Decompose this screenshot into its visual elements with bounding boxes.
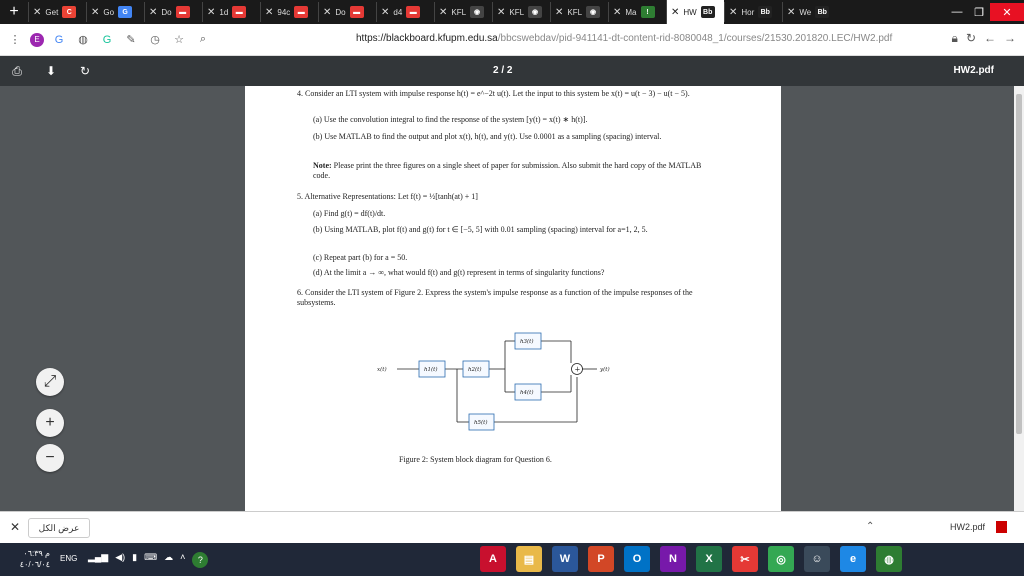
tab-favicon-icon: Bb [758, 6, 772, 18]
diagram-input: x(t) [377, 367, 387, 373]
tab-favicon-icon: ▬ [406, 6, 420, 18]
h2-label: h2(t) [468, 367, 482, 373]
browser-tab[interactable] [144, 2, 202, 22]
pdf-filename: HW2.pdf [953, 65, 994, 76]
ie-app-icon[interactable]: e [840, 546, 866, 572]
tab-favicon-icon: ! [641, 6, 655, 18]
tab-label: Do [335, 7, 346, 17]
download-options-icon[interactable]: ⌃ [866, 521, 875, 532]
battery-icon[interactable]: ▮ [132, 552, 138, 562]
acrobat-app-icon[interactable]: A [480, 546, 506, 572]
window-controls [946, 0, 1024, 24]
rotate-icon[interactable]: ↻ [79, 64, 91, 78]
show-hidden-icons[interactable]: ˄ [180, 552, 186, 562]
browser-tab[interactable] [724, 2, 782, 22]
tab-close-icon[interactable]: ✕ [613, 6, 622, 18]
zoom-out-icon[interactable]: − [36, 444, 64, 472]
tab-close-icon[interactable]: ✕ [729, 6, 738, 18]
tab-close-icon[interactable]: ✕ [787, 6, 796, 18]
browser-tab[interactable] [666, 0, 724, 24]
browser-tab[interactable] [260, 2, 318, 22]
onenote-app-icon[interactable]: N [660, 546, 686, 572]
browser-tab[interactable] [202, 2, 260, 22]
question-5b: (b) Using MATLAB, plot f(t) and g(t) for t ∈ [−5, 5] with 0.01 sampling (spacing) interval for a=1, 2, 5. [313, 225, 648, 234]
browser-tab[interactable] [318, 2, 376, 22]
network-icon[interactable]: ▂▄▆ [88, 552, 109, 562]
close-download-bar-icon[interactable]: ✕ [10, 520, 21, 534]
address-bar [0, 24, 1024, 56]
browser-tab[interactable] [434, 2, 492, 22]
download-icon[interactable]: ⬇ [45, 64, 57, 78]
grammarly-icon[interactable]: G [102, 33, 112, 46]
tab-label: Do [161, 7, 172, 17]
browser-tab[interactable] [492, 2, 550, 22]
tab-close-icon[interactable]: ✕ [265, 6, 274, 18]
show-all-button[interactable]: عرض الكل [28, 518, 90, 538]
pen-icon[interactable]: ✎ [126, 34, 136, 46]
viewer-scrollbar[interactable] [1014, 86, 1024, 511]
tab-favicon-icon: ▬ [176, 6, 190, 18]
zoom-in-icon[interactable]: + [36, 409, 64, 437]
tab-close-icon[interactable]: ✕ [91, 6, 100, 18]
tab-strip [0, 0, 1024, 24]
word-app-icon[interactable]: W [552, 546, 578, 572]
h1-label: h1(t) [424, 367, 438, 373]
tab-close-icon[interactable]: ✕ [671, 6, 680, 18]
search-icon[interactable]: ⌕ [199, 33, 207, 45]
figure-caption: Figure 2: System block diagram for Question 6. [399, 455, 552, 464]
tab-close-icon[interactable]: ✕ [149, 6, 158, 18]
taskbar [0, 543, 1024, 576]
url-path: /bbcswebdav/pid-941141-dt-content-rid-8080048_1/courses/21530.201820.LEC/HW2.pdf [497, 33, 893, 44]
question-4a: (a) Use the convolution integral to find the response of the system [y(t) = x(t) ∗ h(t)]. [313, 115, 588, 124]
tab-label: KFL [509, 7, 525, 17]
tab-label: KFL [451, 7, 467, 17]
question-6: 6. Consider the LTI system of Figure 2. Express the system's impulse response as a function of the impulse responses of the subsystems. [297, 288, 693, 307]
pdf-page [245, 86, 781, 511]
forward-icon[interactable]: → [1004, 31, 1016, 45]
keyboard-icon[interactable]: ⌨ [144, 552, 158, 562]
cloud-icon[interactable]: ☁ [164, 552, 174, 562]
tab-close-icon[interactable]: ✕ [323, 6, 332, 18]
translate-icon[interactable]: G [54, 33, 64, 46]
clock-time: م ٠٦:٣٩ [23, 549, 50, 558]
browser-tab[interactable] [376, 2, 434, 22]
tab-close-icon[interactable]: ✕ [439, 6, 448, 18]
tab-favicon-icon: ▬ [294, 6, 308, 18]
reload-icon[interactable]: ↻ [965, 31, 976, 45]
tab-favicon-icon: ◉ [586, 6, 600, 18]
question-4: 4. Consider an LTI system with impulse response h(t) = e^−2t u(t). Let the input to this system be x(t) = u(t − 3) − u(t − 5). [297, 89, 690, 98]
block-diagram [245, 86, 781, 511]
snip-app-icon[interactable]: ✂ [732, 546, 758, 572]
tab-close-icon[interactable]: ✕ [555, 6, 564, 18]
help-icon[interactable]: ? [192, 552, 208, 568]
powerpoint-app-icon[interactable]: P [588, 546, 614, 572]
url-field[interactable] [356, 33, 892, 44]
browser-tab[interactable] [782, 2, 840, 22]
system-tray [88, 552, 208, 568]
outlook-app-icon[interactable]: O [624, 546, 650, 572]
tab-label: Get [45, 7, 59, 17]
question-5: 5. Alternative Representations: Let f(t) = ½[tanh(at) + 1] [297, 192, 478, 201]
extension-e-icon[interactable]: E [30, 33, 44, 47]
nav-controls [952, 31, 1016, 46]
tab-close-icon[interactable]: ✕ [207, 6, 216, 18]
url-domain: https://blackboard.kfupm.edu.sa [356, 33, 498, 44]
volume-icon[interactable]: ◀) [115, 552, 126, 562]
pdf-file-icon [996, 521, 1007, 533]
globe-app-icon[interactable]: ◍ [876, 546, 902, 572]
tab-label: Go [103, 7, 115, 17]
tab-favicon-icon: Bb [701, 6, 715, 18]
tab-label: Hor [741, 7, 755, 17]
new-tab-button[interactable]: + [9, 3, 19, 20]
browser-tab[interactable] [608, 2, 666, 22]
scrollbar-thumb[interactable] [1016, 94, 1022, 434]
system-clock[interactable] [16, 548, 50, 570]
clock-date: ٤٠/٠٦/٠٤ [19, 560, 50, 569]
question-4b: (b) Use MATLAB to find the output and plot x(t), h(t), and y(t). Use 0.0001 as a sampling (spacing) interval. [313, 132, 662, 141]
history-icon[interactable]: ◷ [150, 34, 160, 46]
question-5d: (d) At the limit a → ∞, what would f(t) and g(t) represent in terms of singularity functions? [313, 268, 605, 277]
tab-favicon-icon: ◉ [470, 6, 484, 18]
user-app-icon[interactable]: ☺ [804, 546, 830, 572]
page-indicator: 2 / 2 [493, 65, 513, 76]
tab-label: HW [683, 7, 697, 17]
question-5c: (c) Repeat part (b) for a = 50. [313, 253, 408, 262]
pdf-viewer [0, 86, 1024, 511]
tab-favicon-icon: C [62, 6, 76, 18]
tab-favicon-icon: ▬ [350, 6, 364, 18]
extension-puzzle-icon[interactable]: ◍ [78, 34, 88, 46]
close-window-icon[interactable]: ✕ [990, 3, 1024, 21]
tab-label: 1d [219, 7, 229, 17]
fit-page-icon[interactable]: ⤢ [36, 368, 64, 396]
print-icon[interactable]: ⎙ [12, 63, 22, 78]
tab-close-icon[interactable]: ✕ [33, 6, 42, 18]
minimize-icon[interactable]: — [951, 6, 963, 18]
download-bar [0, 511, 1024, 543]
chrome-app-icon[interactable]: ◎ [768, 546, 794, 572]
h3-label: h3(t) [520, 339, 534, 345]
tab-favicon-icon: ▬ [232, 6, 246, 18]
note-label: Note: [313, 161, 332, 170]
question-5a: (a) Find g(t) = df(t)/dt. [313, 209, 386, 218]
apps-menu-icon[interactable]: ⋮ [9, 34, 21, 46]
restore-icon[interactable]: ❐ [974, 6, 984, 19]
pdf-toolbar [0, 56, 1024, 86]
h4-label: h4(t) [520, 390, 534, 396]
h5-label: h5(t) [474, 420, 488, 426]
browser-tab[interactable] [86, 2, 144, 22]
browser-tab[interactable] [550, 2, 608, 22]
tab-favicon-icon: G [118, 6, 132, 18]
tab-favicon-icon: Bb [815, 6, 829, 18]
tab-label: Ma [625, 7, 637, 17]
pinned-apps [480, 546, 902, 572]
tab-label: 94c [277, 7, 291, 17]
tab-label: We [799, 7, 812, 17]
tab-close-icon[interactable]: ✕ [381, 6, 390, 18]
tab-label: KFL [567, 7, 583, 17]
download-file-name[interactable]: HW2.pdf [950, 522, 986, 532]
language-indicator[interactable]: ENG [60, 554, 78, 563]
explorer-app-icon[interactable]: ▤ [516, 546, 542, 572]
back-icon[interactable]: ← [984, 31, 996, 45]
tab-close-icon[interactable]: ✕ [497, 6, 506, 18]
excel-app-icon[interactable]: X [696, 546, 722, 572]
lock-icon: 🔒︎ [951, 31, 958, 45]
diagram-output: y(t) [600, 367, 610, 373]
note-text: Please print the three figures on a single sheet of paper for submission. Also submit the hard copy of the MATLAB code. [313, 161, 702, 180]
tab-list [28, 0, 840, 24]
browser-tab[interactable] [28, 2, 86, 22]
summing-junction: + [574, 365, 581, 374]
bookmark-star-icon[interactable]: ☆ [174, 34, 184, 46]
tab-favicon-icon: ◉ [528, 6, 542, 18]
tab-label: d4 [393, 7, 403, 17]
